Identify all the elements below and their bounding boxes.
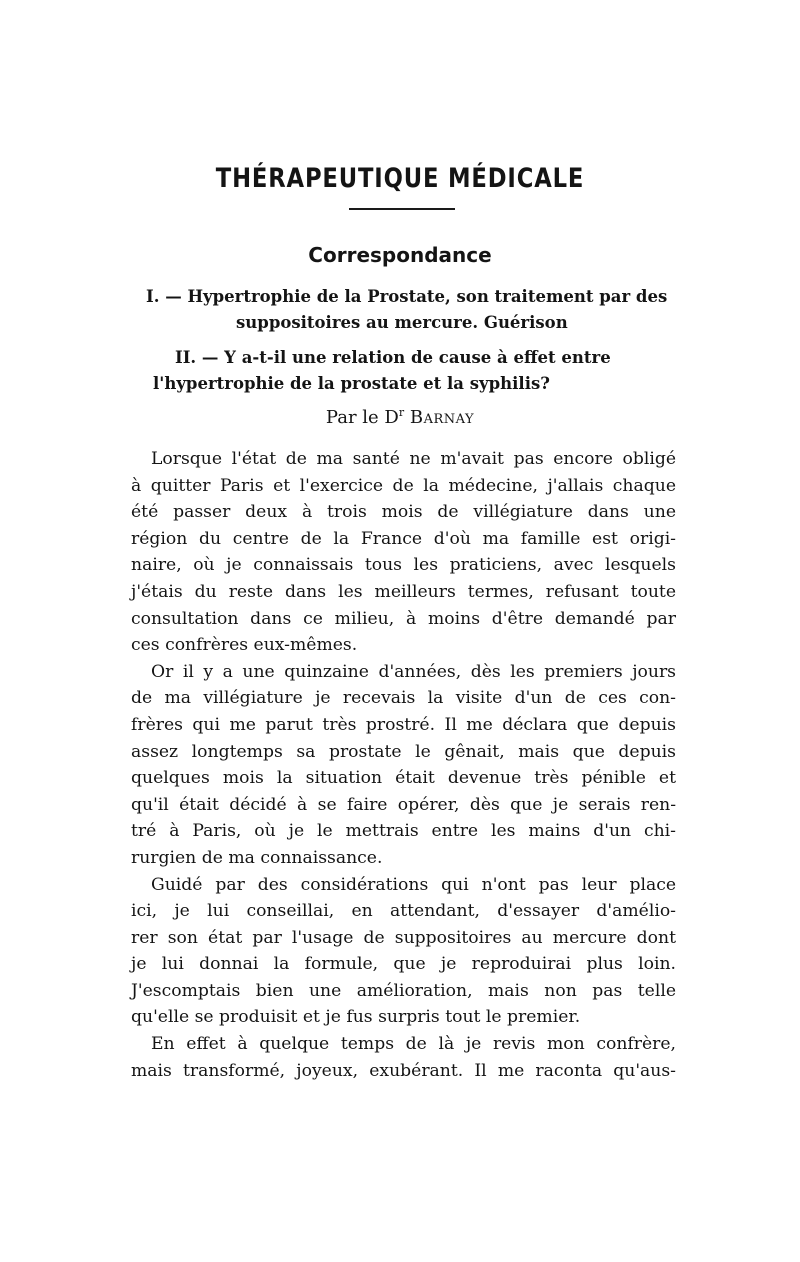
heading-line-4: l'hypertrophie de la prostate et la syphilis? [153, 374, 550, 393]
paragraph-2-line: tré à Paris, où je le mettrais entre les mains d'un chi- [131, 821, 676, 842]
section-title: THÉRAPEUTIQUE MÉDICALE [215, 163, 585, 194]
paragraph-2-line: assez longtemps sa prostate le gênait, mais que depuis [131, 741, 676, 762]
paragraph-3-line: qu'elle se produisit et je fus surpris tout le premier. [131, 1007, 581, 1028]
byline-superscript: r [398, 406, 405, 419]
byline-prefix: Par le D [325, 407, 399, 428]
paragraph-3-line: je lui donnai la formule, que je reproduirai plus loin. [131, 954, 676, 975]
paragraph-4-line: mais transformé, joyeux, exubérant. Il me raconta qu'aus- [131, 1060, 676, 1081]
paragraph-3-line: ici, je lui conseillai, en attendant, d'essayer d'amélio- [131, 901, 676, 922]
heading-line-2: suppositoires au mercure. Guérison [236, 313, 568, 332]
title-divider [349, 208, 455, 210]
paragraph-1-line: région du centre de la France d'où ma famille est origi- [131, 528, 676, 549]
heading-line-3: II. — Y a-t-il une relation de cause à effet entre [175, 348, 611, 367]
paragraph-1-line: consultation dans ce milieu, à moins d'être demandé par [131, 608, 676, 629]
paragraph-1-line: ces confrères eux-mêmes. [131, 635, 358, 656]
paragraph-4-line: En effet à quelque temps de là je revis mon confrère, [151, 1034, 676, 1055]
paragraph-2-line: de ma villégiature je recevais la visite d'un de ces con- [131, 688, 676, 709]
paragraph-2-line: Or il y a une quinzaine d'années, dès les premiers jours [151, 661, 676, 682]
paragraph-3-line: Guidé par des considérations qui n'ont pas leur place [151, 874, 676, 895]
paragraph-2-line: frères qui me parut très prostré. Il me déclara que depuis [131, 714, 676, 735]
paragraph-3-line: J'escomptais bien une amélioration, mais non pas telle [131, 980, 676, 1001]
author-name: Barnay [409, 407, 475, 428]
paragraph-1-line: j'étais du reste dans les meilleurs termes, refusant toute [131, 581, 676, 602]
paragraph-1-line: Lorsque l'état de ma santé ne m'avait pas encore obligé [151, 449, 676, 469]
paragraph-2-line: qu'il était décidé à se faire opérer, dès que je serais ren- [131, 794, 676, 815]
author-byline [0, 406, 800, 428]
heading-line-1: I. — Hypertrophie de la Prostate, son traitement par des [146, 287, 668, 306]
paragraph-1-line: été passer deux à trois mois de villégiature dans une [131, 502, 676, 523]
paragraph-1-line: naire, où je connaissais tous les praticiens, avec lesquels [131, 555, 676, 576]
paragraph-2-line: rurgien de ma connaissance. [131, 847, 383, 868]
paragraph-1-line: à quitter Paris et l'exercice de la médecine, j'allais chaque [131, 475, 676, 496]
paragraph-3-line: rer son état par l'usage de suppositoires au mercure dont [131, 927, 676, 948]
article-subtitle: Correspondance [308, 243, 492, 267]
paragraph-2-line: quelques mois la situation était devenue très pénible et [131, 768, 676, 789]
article-body [131, 446, 676, 1084]
